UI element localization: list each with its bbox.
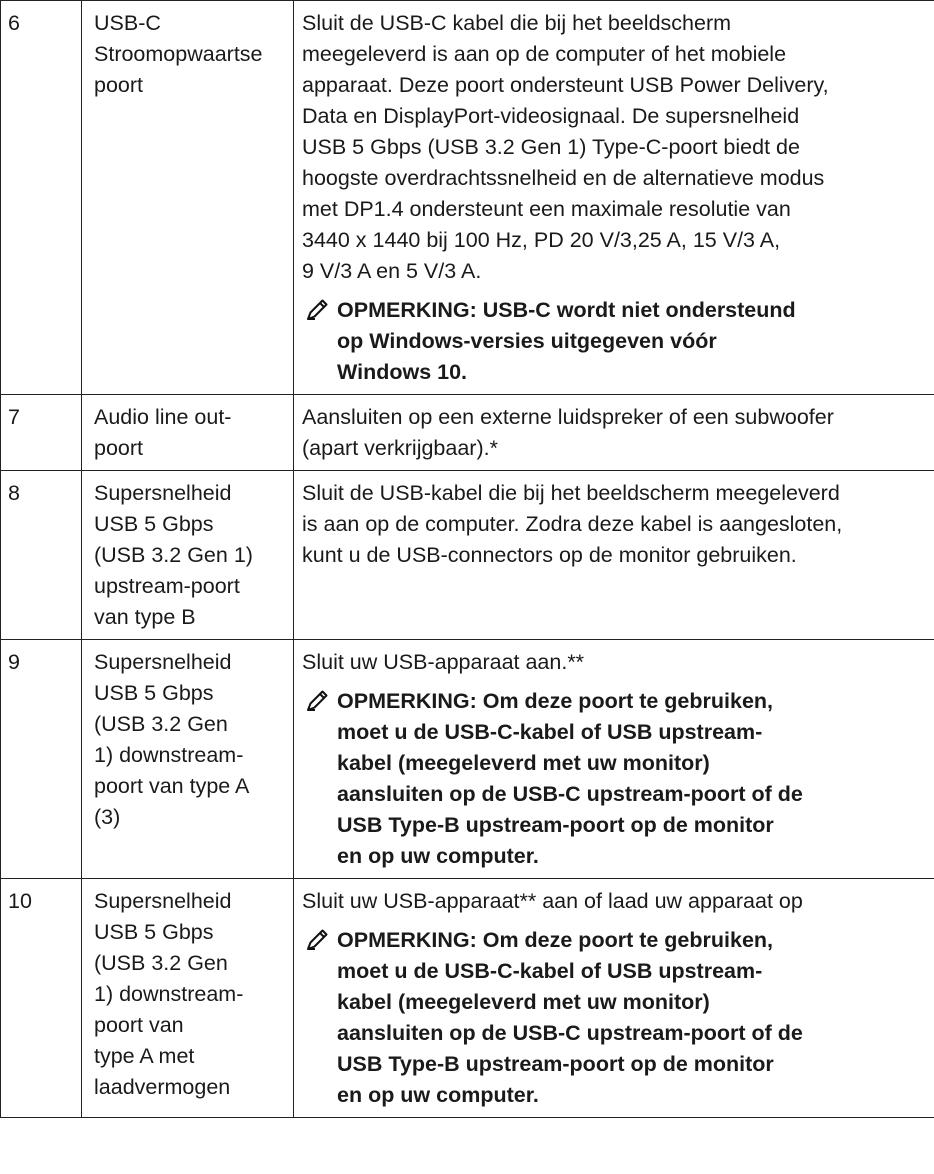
note-line: aansluiten op de USB-C upstream-poort of de: [337, 1021, 803, 1045]
description-line: Sluit de USB-kabel die bij het beeldscherm meegeleverd: [302, 481, 840, 505]
port-name-line: Stroomopwaartse: [94, 42, 263, 66]
port-name-line: Supersnelheid: [94, 481, 232, 505]
description-line: kunt u de USB-connectors op de monitor gebruiken.: [302, 543, 797, 567]
port-description: [294, 640, 934, 879]
port-name-line: 1) downstream-: [94, 982, 244, 1006]
port-name-line: (USB 3.2 Gen: [94, 951, 228, 975]
port-name-line: laadvermogen: [94, 1075, 231, 1099]
port-name-line: USB 5 Gbps: [94, 920, 214, 944]
note-line: en op uw computer.: [337, 1083, 539, 1107]
description-line: met DP1.4 ondersteunt een maximale resolutie van: [302, 197, 791, 221]
port-name-line: 1) downstream-: [94, 743, 244, 767]
table-row: [1, 640, 934, 879]
port-name-line: upstream-poort: [94, 574, 240, 598]
table-row: [1, 471, 934, 640]
description-line: Sluit uw USB-apparaat aan.**: [302, 650, 585, 674]
port-description: [294, 395, 934, 471]
note-line: OPMERKING: Om deze poort te gebruiken,: [337, 689, 774, 713]
port-description: [294, 471, 934, 640]
port-name: [82, 471, 294, 640]
description-line: meegeleverd is aan op de computer of het mobiele: [302, 42, 787, 66]
port-number: 10: [1, 879, 82, 1118]
description-line: apparaat. Deze poort ondersteunt USB Power Delivery,: [302, 73, 829, 97]
description-line: Aansluiten op een externe luidspreker of een subwoofer: [302, 405, 834, 429]
note-line: kabel (meegeleverd met uw monitor): [337, 751, 710, 775]
note: [302, 295, 934, 388]
note-line: moet u de USB-C-kabel of USB upstream-: [337, 959, 763, 983]
port-name-line: USB 5 Gbps: [94, 512, 214, 536]
note-line: moet u de USB-C-kabel of USB upstream-: [337, 720, 763, 744]
description-line: Sluit uw USB-apparaat** aan of laad uw apparaat op: [302, 889, 803, 913]
pencil-note-icon: [306, 297, 330, 321]
note: [302, 925, 934, 1111]
port-name: [82, 395, 294, 471]
port-number: 7: [1, 395, 82, 471]
note-line: OPMERKING: USB-C wordt niet ondersteund: [337, 298, 796, 322]
port-name-line: poort: [94, 436, 144, 460]
note-line: Windows 10.: [337, 360, 468, 384]
port-name-line: (3): [94, 805, 121, 829]
description-line: 3440 x 1440 bij 100 Hz, PD 20 V/3,25 A, 15 V/3 A,: [302, 228, 781, 252]
port-name-line: Supersnelheid: [94, 889, 232, 913]
port-name-line: van type B: [94, 605, 196, 629]
table-row: [1, 1, 934, 395]
pencil-note-icon: [306, 927, 330, 951]
port-description: [294, 1, 934, 395]
port-name-line: Audio line out-: [94, 405, 232, 429]
port-name-line: (USB 3.2 Gen: [94, 712, 228, 736]
note-line: OPMERKING: Om deze poort te gebruiken,: [337, 928, 774, 952]
port-name: [82, 640, 294, 879]
port-name-line: poort van: [94, 1013, 184, 1037]
port-name-line: USB 5 Gbps: [94, 681, 214, 705]
note-line: op Windows-versies uitgegeven vóór: [337, 329, 717, 353]
port-number: 6: [1, 1, 82, 395]
port-name: [82, 1, 294, 395]
port-number: 8: [1, 471, 82, 640]
description-line: Data en DisplayPort-videosignaal. De supersnelheid: [302, 104, 800, 128]
pencil-note-icon: [306, 688, 330, 712]
note-line: USB Type-B upstream-poort op de monitor: [337, 813, 774, 837]
port-description: [294, 879, 934, 1118]
description-line: USB 5 Gbps (USB 3.2 Gen 1) Type-C-poort biedt de: [302, 135, 800, 159]
table-row: [1, 879, 934, 1118]
description-line: is aan op de computer. Zodra deze kabel is aangesloten,: [302, 512, 843, 536]
description-line: 9 V/3 A en 5 V/3 A.: [302, 259, 482, 283]
port-name-line: poort: [94, 73, 144, 97]
note: [302, 686, 934, 872]
note-line: kabel (meegeleverd met uw monitor): [337, 990, 710, 1014]
description-line: hoogste overdrachtssnelheid en de alternatieve modus: [302, 166, 825, 190]
port-name-line: USB-C: [94, 11, 161, 35]
port-name-line: (USB 3.2 Gen 1): [94, 543, 253, 567]
note-line: en op uw computer.: [337, 844, 539, 868]
note-line: aansluiten op de USB-C upstream-poort of de: [337, 782, 803, 806]
description-line: Sluit de USB-C kabel die bij het beeldscherm: [302, 11, 732, 35]
description-line: (apart verkrijgbaar).*: [302, 436, 498, 460]
port-name-line: poort van type A: [94, 774, 250, 798]
port-name: [82, 879, 294, 1118]
port-number: 9: [1, 640, 82, 879]
table-row: [1, 395, 934, 471]
note-line: USB Type-B upstream-poort op de monitor: [337, 1052, 774, 1076]
port-name-line: Supersnelheid: [94, 650, 232, 674]
port-name-line: type A met: [94, 1044, 195, 1068]
